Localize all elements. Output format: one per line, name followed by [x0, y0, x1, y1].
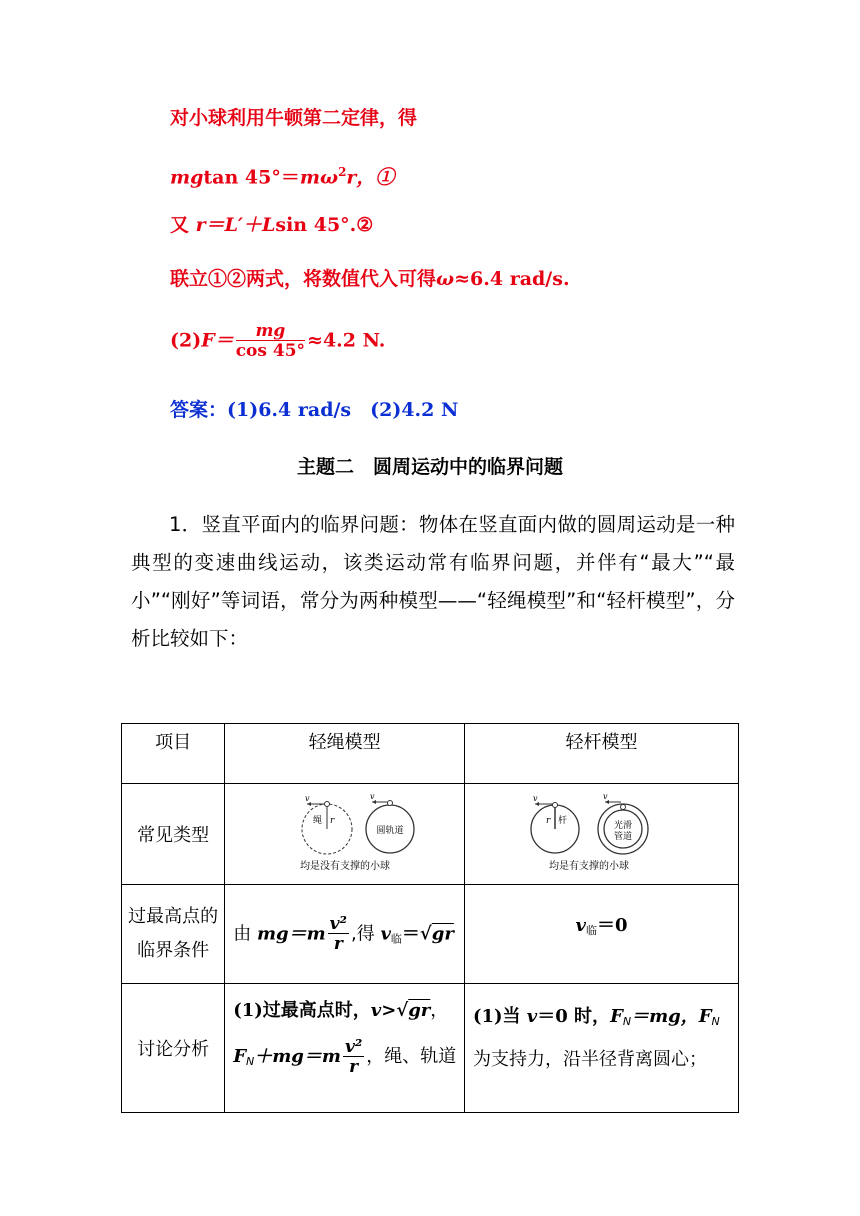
table-header-row [122, 724, 739, 784]
solution-result-1 [170, 267, 570, 291]
rope-analysis-line-2 [233, 1034, 464, 1085]
rope-cond-num: v² [329, 913, 347, 934]
rope-cond-sub: 临 [390, 932, 402, 945]
rope-r-label: r [329, 816, 334, 826]
fraction-denominator: cos 45° [235, 341, 306, 361]
table-row-types [122, 784, 739, 885]
answer-line [170, 398, 458, 422]
fraction-mg-cos45 [236, 322, 305, 361]
fraction-numerator: mg [236, 322, 305, 341]
header-rod-model: 轻杆模型 [464, 724, 738, 784]
rod-cond-sub: 临 [585, 924, 597, 937]
rod-an-mid: ＝0 时， [537, 1006, 611, 1027]
rope-an-sqrt-sign: √ [396, 1000, 409, 1021]
rope-an2-f: F [233, 1046, 247, 1067]
header-rope-model: 轻绳模型 [225, 724, 465, 784]
eq1-lhs: mg [170, 166, 204, 189]
rope-label: 绳 [312, 816, 322, 826]
answer-label: 答案： [170, 399, 228, 421]
rope-cond-eq: ＝ [401, 923, 420, 944]
rope-an-pre: (1)过最高点时， [233, 1000, 371, 1021]
line3-eq: r＝L′＋L [195, 214, 276, 236]
rope-analysis-cell [225, 984, 465, 1113]
eq1-rhs: mω [299, 166, 339, 189]
rope-condition-cell [225, 885, 465, 984]
comparison-table [121, 723, 739, 1113]
rod-figure-caption: 均是有支撑的小球 [549, 861, 630, 872]
track-v-label: v [369, 793, 375, 801]
rope-cond-mid: ,得 [350, 923, 381, 944]
rope-an2-post: ，绳、轨道 [366, 1046, 457, 1067]
rope-an2-sub: N [246, 1055, 255, 1068]
rope-an-sqrt: gr [408, 1000, 431, 1021]
rod-ball [553, 803, 558, 808]
rod-r-label: r [546, 816, 551, 826]
solution-equation-1: mgtan $45^\circ=m\omega^2r$，① [170, 165, 395, 189]
rod-figure-cell [464, 784, 738, 885]
rod-model-figure [501, 793, 701, 875]
rope-cond-pre: 由 [233, 923, 257, 944]
line5-pre: (2) [170, 329, 202, 352]
row-label-condition [122, 885, 225, 984]
solution-line-1 [170, 106, 417, 130]
rope-an2-fraction [343, 1038, 364, 1077]
section-title: 主题二 圆周运动中的临界问题 [296, 456, 563, 478]
pipe-label-1: 光滑 [614, 821, 633, 831]
track-ball [387, 801, 392, 806]
rod-an-eq: ＝mg， [631, 1006, 699, 1027]
rod-an-sub: N [622, 1015, 632, 1028]
rod-cond-eq: ＝0 [596, 915, 628, 936]
rod-an-f: F [610, 1006, 623, 1027]
rope-cond-sqrt: gr [431, 923, 454, 944]
solution-equation-2 [170, 213, 373, 237]
rope-cond-sqrt-sign: √ [419, 923, 432, 944]
table-row-condition [122, 885, 739, 984]
line5-post: ≈4.2 N. [307, 329, 386, 352]
rope-an2-num: v² [344, 1036, 363, 1057]
rod-an-sub2: N [711, 1015, 720, 1028]
answer-text: (1)6.4 rad/s (2)4.2 N [227, 399, 459, 421]
rod-analysis-line-1 [473, 998, 738, 1041]
rope-an-gt: > [381, 1000, 397, 1021]
rope-v-label: v [304, 794, 310, 803]
header-item: 项目 [122, 724, 225, 784]
rod-an-pre: (1)当 [472, 1006, 527, 1027]
rope-an-post: ， [430, 1000, 449, 1021]
rod-analysis-cell [464, 984, 738, 1113]
row-label-analysis: 讨论分析 [122, 984, 225, 1113]
pipe-v-label: v [603, 793, 609, 801]
line4-pre: 联立①②两式，将数值代入可得 [170, 268, 437, 290]
rope-figure-caption: 均是没有支撑的小球 [299, 861, 390, 872]
solution-text-1: 对小球利用牛顿第二定律，得 [170, 107, 418, 129]
rod-analysis-line-2: 为支持力，沿半径背离圆心； [472, 1049, 707, 1070]
row-label-types: 常见类型 [122, 784, 225, 885]
table-row-analysis [122, 984, 739, 1113]
condition-label-1: 过最高点的 [128, 906, 219, 927]
line5-var: F＝ [201, 329, 234, 352]
rod-cond-v: v [575, 915, 586, 936]
intro-paragraph: 1．竖直平面内的临界问题：物体在竖直面内做的圆周运动是一种典型的变速曲线运动，该类运动常有临界问题，并伴有“最大”“最小”“刚好”等词语，常分为两种模型——“轻绳模型”和“轻杆模型”，分析比较如下： [131, 513, 735, 650]
rod-v-label: v [533, 794, 539, 803]
rope-ball [324, 802, 329, 807]
rope-an2-den: r [349, 1056, 359, 1077]
rope-cond-fraction [328, 915, 349, 954]
rod-an-f2: F [698, 1006, 712, 1027]
pipe-ball [621, 805, 626, 810]
rope-an-v: v [370, 1000, 382, 1021]
rod-condition-cell [464, 885, 738, 984]
eq1-tail: r，① [346, 166, 395, 189]
line3-post: sin 45°.② [275, 214, 374, 236]
rope-cond-den: r [333, 933, 343, 954]
line4-var: ω [436, 268, 455, 290]
rope-model-figure [245, 793, 445, 875]
rope-cond-v: v [380, 923, 391, 944]
condition-label-2: 临界条件 [137, 940, 210, 961]
pipe-label-2: 管道 [614, 832, 633, 842]
line4-post: ≈6.4 rad/s. [454, 268, 570, 290]
rod-label: 杆 [558, 816, 568, 826]
rod-an-v: v [526, 1006, 538, 1027]
rope-analysis-line-1 [233, 988, 464, 1034]
rope-cond-expr: mg＝m [256, 923, 326, 944]
track-label: 圆轨道 [376, 826, 404, 836]
line3-pre: 又 [170, 214, 196, 236]
solution-result-2 [170, 322, 385, 361]
rope-an2-expr: ＋mg＝m [254, 1046, 341, 1067]
eq1-mid: tan 45°＝ [203, 166, 300, 189]
rope-figure-cell [225, 784, 465, 885]
